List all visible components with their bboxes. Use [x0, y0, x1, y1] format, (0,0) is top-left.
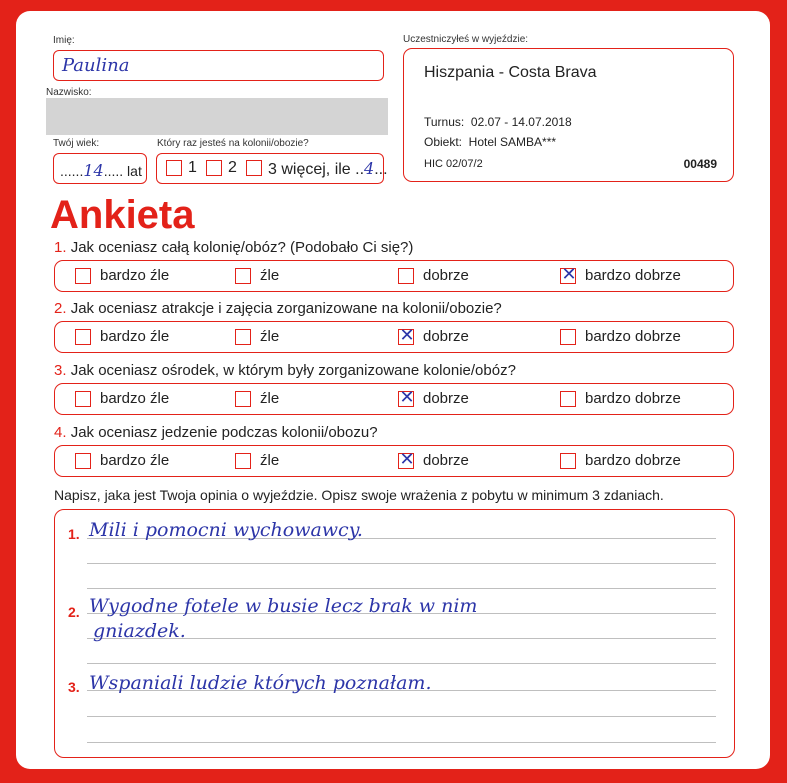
times-option-3-label: 3 więcej, ile [268, 161, 351, 178]
question-number: 4. [54, 424, 67, 441]
rating-label: źle [260, 452, 280, 469]
answer-text: gniazdek. [93, 620, 186, 642]
times-dots: ... [374, 161, 388, 178]
rating-checkbox[interactable] [560, 264, 577, 285]
rating-label: bardzo dobrze [585, 390, 681, 407]
rating-label: bardzo dobrze [585, 452, 681, 469]
question-label: Jak oceniasz całą kolonię/obóz? (Podobało Ci się?) [70, 239, 414, 256]
rating-label: bardzo dobrze [585, 328, 681, 345]
question-label: Jak oceniasz ośrodek, w którym były zorganizowane kolonie/obóz? [70, 362, 516, 379]
times-checkbox-1[interactable] [166, 160, 182, 176]
rating-label: źle [260, 328, 280, 345]
rating-checkbox[interactable] [75, 268, 91, 284]
answer-number: 1. [68, 526, 80, 542]
rating-label: źle [260, 267, 280, 284]
writing-line [87, 742, 716, 743]
rating-label: bardzo źle [100, 390, 170, 407]
times-dots: .. [355, 161, 365, 178]
times-option-3 [268, 159, 388, 179]
times-label: Który raz jesteś na kolonii/obozie? [157, 138, 309, 149]
age-value: 14 [83, 161, 104, 180]
age-dots: ...... [60, 163, 84, 179]
writing-line [87, 563, 716, 564]
question-label: Jak oceniasz atrakcje i zajęcia zorganizowane na kolonii/obozie? [70, 300, 502, 317]
question-number: 3. [54, 362, 67, 379]
answer-options-row [54, 383, 734, 415]
times-field [156, 153, 388, 184]
check-mark-icon: ✕ [399, 387, 415, 408]
rating-checkbox[interactable] [235, 268, 251, 284]
name-field[interactable] [53, 50, 384, 81]
name-value: Paulina [62, 55, 130, 76]
rating-checkbox[interactable] [235, 391, 251, 407]
answer-number: 3. [68, 679, 80, 695]
times-checkbox-3[interactable] [246, 160, 262, 176]
answer-options-row [54, 445, 734, 477]
times-option-1: 1 [188, 159, 197, 176]
trip-info-box [403, 48, 734, 182]
question-text [54, 424, 378, 441]
answer-options-row [54, 260, 734, 292]
check-mark-icon: ✕ [399, 449, 415, 470]
rating-checkbox[interactable] [75, 391, 91, 407]
trip-label: Uczestniczyłeś w wyjeździe: [403, 34, 529, 45]
rating-checkbox[interactable] [560, 329, 576, 345]
rating-checkbox[interactable] [235, 453, 251, 469]
form-title: Ankieta [50, 193, 195, 237]
times-option-2: 2 [228, 159, 237, 176]
rating-checkbox[interactable] [75, 329, 91, 345]
rating-checkbox[interactable] [235, 329, 251, 345]
rating-label: źle [260, 390, 280, 407]
surname-label: Nazwisko: [46, 87, 92, 98]
trip-turnus: Turnus: 02.07 - 14.07.2018 [424, 115, 572, 129]
rating-label: bardzo źle [100, 328, 170, 345]
answer-text: Wygodne fotele w busie lecz brak w nim [89, 595, 478, 617]
question-number: 2. [54, 300, 67, 317]
age-dots: ..... [103, 163, 124, 179]
answer-options-row [54, 321, 734, 353]
writing-line [87, 716, 716, 717]
rating-label: bardzo źle [100, 452, 170, 469]
rating-checkbox[interactable] [398, 325, 415, 346]
rating-label: dobrze [423, 328, 469, 345]
rating-label: dobrze [423, 390, 469, 407]
trip-destination: Hiszpania - Costa Brava [424, 64, 597, 81]
check-mark-icon: ✕ [561, 264, 577, 285]
trip-code: HIC 02/07/2 [424, 158, 483, 170]
opinion-answers-box[interactable] [54, 509, 735, 758]
rating-checkbox[interactable] [398, 268, 414, 284]
answer-text: Wspaniali ludzie których poznałam. [89, 672, 432, 694]
question-number: 1. [54, 239, 67, 256]
times-checkbox-2[interactable] [206, 160, 222, 176]
times-value: 4 [364, 159, 375, 178]
answer-text: Mili i pomocni wychowawcy. [89, 519, 363, 541]
question-text [54, 362, 516, 379]
check-mark-icon: ✕ [399, 325, 415, 346]
surname-redacted-field [46, 98, 388, 135]
age-field[interactable] [53, 153, 147, 184]
trip-obiekt: Obiekt: Hotel SAMBA*** [424, 135, 557, 149]
age-unit: lat [127, 163, 142, 179]
rating-checkbox[interactable] [75, 453, 91, 469]
question-text [54, 239, 413, 256]
writing-line [87, 663, 716, 664]
rating-label: dobrze [423, 452, 469, 469]
rating-checkbox[interactable] [398, 449, 415, 470]
rating-checkbox[interactable] [560, 391, 576, 407]
question-text [54, 300, 502, 317]
rating-label: bardzo dobrze [585, 267, 681, 284]
name-label: Imię: [53, 35, 75, 46]
rating-checkbox[interactable] [398, 387, 415, 408]
age-label: Twój wiek: [53, 138, 100, 149]
trip-number: 00489 [683, 157, 717, 171]
writing-line [87, 588, 716, 589]
answer-number: 2. [68, 604, 80, 620]
rating-checkbox[interactable] [560, 453, 576, 469]
rating-label: bardzo źle [100, 267, 170, 284]
question-label: Jak oceniasz jedzenie podczas kolonii/obozu? [70, 424, 378, 441]
rating-label: dobrze [423, 267, 469, 284]
opinion-instruction: Napisz, jaka jest Twoja opinia o wyjeździe. Opisz swoje wrażenia z pobytu w minimum 3 zdaniach. [54, 487, 664, 503]
